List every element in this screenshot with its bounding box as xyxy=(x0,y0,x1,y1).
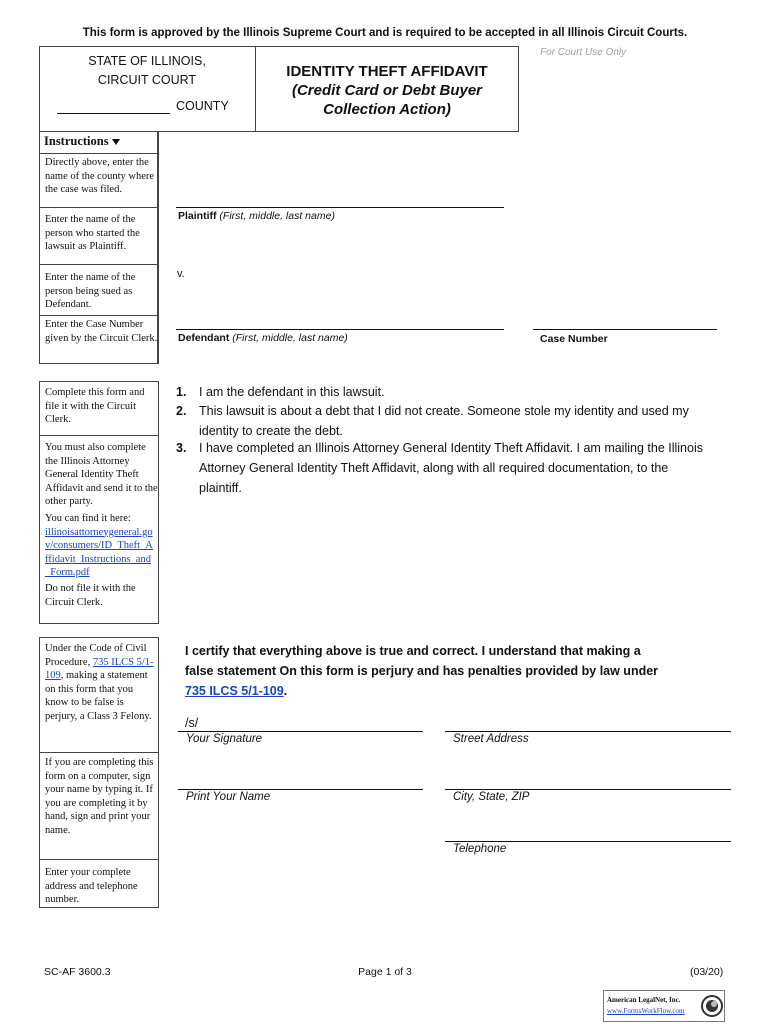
find-hint: You can find it here: xyxy=(45,512,131,524)
certification-body: I certify that everything above is true and correct. I understand that making a false statement On this form is perjury and has penalties provided by law under xyxy=(185,644,659,678)
ag-affidavit-link[interactable]: illinoisattorneygeneral.gov/consumers/ID_Theft_Affidavit_Instructions_and_Form.pdf xyxy=(45,526,153,579)
plaintiff-hint: Enter the name of the person who started the lawsuit as Plaintiff. xyxy=(45,214,140,253)
instructions-label: Instructions xyxy=(44,134,109,148)
item-number: 1. xyxy=(176,385,187,399)
court-name: CIRCUIT COURT xyxy=(97,73,197,87)
plaintiff-input-line[interactable] xyxy=(176,207,504,208)
county-hint: Directly above, enter the name of the county where the case was filed. xyxy=(45,157,155,196)
form-code: SC-AF 3600.3 xyxy=(44,966,111,978)
address-hint-box xyxy=(39,859,159,908)
approval-banner: This form is approved by the Illinois Supreme Court and is required to be accepted in all Illinois Circuit Courts. xyxy=(82,27,688,39)
item-text: I am the defendant in this lawsuit. xyxy=(199,385,385,399)
state-name: STATE OF ILLINOIS, xyxy=(88,54,206,68)
american-legalnet-logo[interactable] xyxy=(603,990,725,1022)
logo-line-2: www.FormsWorkFlow.com xyxy=(607,1007,685,1015)
print-name-label: Print Your Name xyxy=(186,791,271,803)
defendant-label-sub: (First, middle, last name) xyxy=(232,332,348,344)
logo-line-1: American LegalNet, Inc. xyxy=(607,996,681,1004)
city-label: City, State, ZIP xyxy=(453,791,530,803)
item-number: 2. xyxy=(176,404,187,418)
form-title xyxy=(256,62,518,119)
item-text: This lawsuit is about a debt that I did not create. Someone stole my identity and used my identity to create the debt. xyxy=(199,404,689,438)
code-hint xyxy=(40,638,158,724)
court-use-label: For Court Use Only xyxy=(540,47,627,58)
signature-label: Your Signature xyxy=(186,733,263,745)
item-3 xyxy=(176,438,716,495)
form-date: (03/20) xyxy=(690,966,724,978)
caption-divider xyxy=(157,131,158,363)
county-hint-box xyxy=(39,153,159,208)
form-title-sub-1: (Credit Card or Debt Buyer xyxy=(291,82,483,99)
telephone-label: Telephone xyxy=(453,843,507,855)
case-hint: Enter the Case Number given by the Circuit Clerk. xyxy=(45,319,158,344)
street-input-line[interactable] xyxy=(445,731,731,732)
ag-hint: You must also complete the Illinois Attorney General Identity Theft Affidavit and send it to the other party. xyxy=(45,442,158,508)
form-title-sub-2: Collection Action) xyxy=(323,101,451,118)
case-hint-box xyxy=(39,315,159,364)
county-label: COUNTY xyxy=(176,99,229,113)
form-title-main: IDENTITY THEFT AFFIDAVIT xyxy=(286,63,488,80)
versus: v. xyxy=(177,268,185,280)
defendant-hint: Enter the name of the person being sued as Defendant. xyxy=(45,272,136,311)
certification-text xyxy=(185,641,665,701)
complete-hint: Complete this form and file it with the Circuit Clerk. xyxy=(45,387,145,426)
item-2 xyxy=(176,401,716,441)
do-not-file-hint: Do not file it with the Circuit Clerk. xyxy=(45,582,136,608)
address-hint: Enter your complete address and telephone number. xyxy=(45,867,138,906)
plaintiff-label-sub: (First, middle, last name) xyxy=(219,210,335,222)
defendant-hint-box xyxy=(39,264,159,316)
street-label: Street Address xyxy=(453,733,529,745)
item-1 xyxy=(176,382,716,402)
instructions-toggle[interactable] xyxy=(44,134,120,149)
sign-hint-box xyxy=(39,752,159,860)
code-hint-1: Under the Code of Civil Procedure, xyxy=(45,643,147,668)
plaintiff-hint-box xyxy=(39,207,159,265)
code-link[interactable]: 735 ILCS 5/1-109 xyxy=(45,656,154,682)
court-heading xyxy=(40,52,254,90)
case-number-label: Case Number xyxy=(540,333,608,345)
sign-hint: If you are completing this form on a computer, sign your name by typing it. If you are completing it by hand, sign and print your name. xyxy=(45,757,154,836)
plaintiff-label-main: Plaintiff xyxy=(178,210,217,222)
item-text: I have completed an Illinois Attorney General Identity Theft Affidavit. I am mailing the Illinois Attorney General Identity Theft Affidavit, along with all required documentation, to the plaintiff. xyxy=(199,441,703,495)
ag-hint-box xyxy=(39,435,159,624)
city-input-line[interactable] xyxy=(445,789,731,790)
county-input-line[interactable] xyxy=(57,113,170,114)
plaintiff-label xyxy=(178,210,335,222)
signature-value[interactable]: /s/ xyxy=(185,716,199,730)
certification-link[interactable]: 735 ILCS 5/1-109 xyxy=(185,684,284,698)
globe-icon xyxy=(701,994,723,1018)
certification-end: . xyxy=(283,684,288,698)
telephone-input-line[interactable] xyxy=(445,841,731,842)
page-number: Page 1 of 3 xyxy=(358,966,412,978)
code-hint-2: , making a statement on this form that you know to be false is perjury, a Class 3 Felony. xyxy=(45,670,152,722)
defendant-label-main: Defendant xyxy=(178,332,230,344)
item-number: 3. xyxy=(176,441,187,455)
complete-hint-box xyxy=(39,381,159,436)
defendant-input-line[interactable] xyxy=(176,329,504,330)
code-hint-box xyxy=(39,637,159,753)
case-number-input-line[interactable] xyxy=(533,329,717,330)
print-name-input-line[interactable] xyxy=(178,789,423,790)
defendant-label xyxy=(178,332,348,344)
triangle-down-icon xyxy=(112,139,120,145)
signature-input-line[interactable] xyxy=(178,731,423,732)
